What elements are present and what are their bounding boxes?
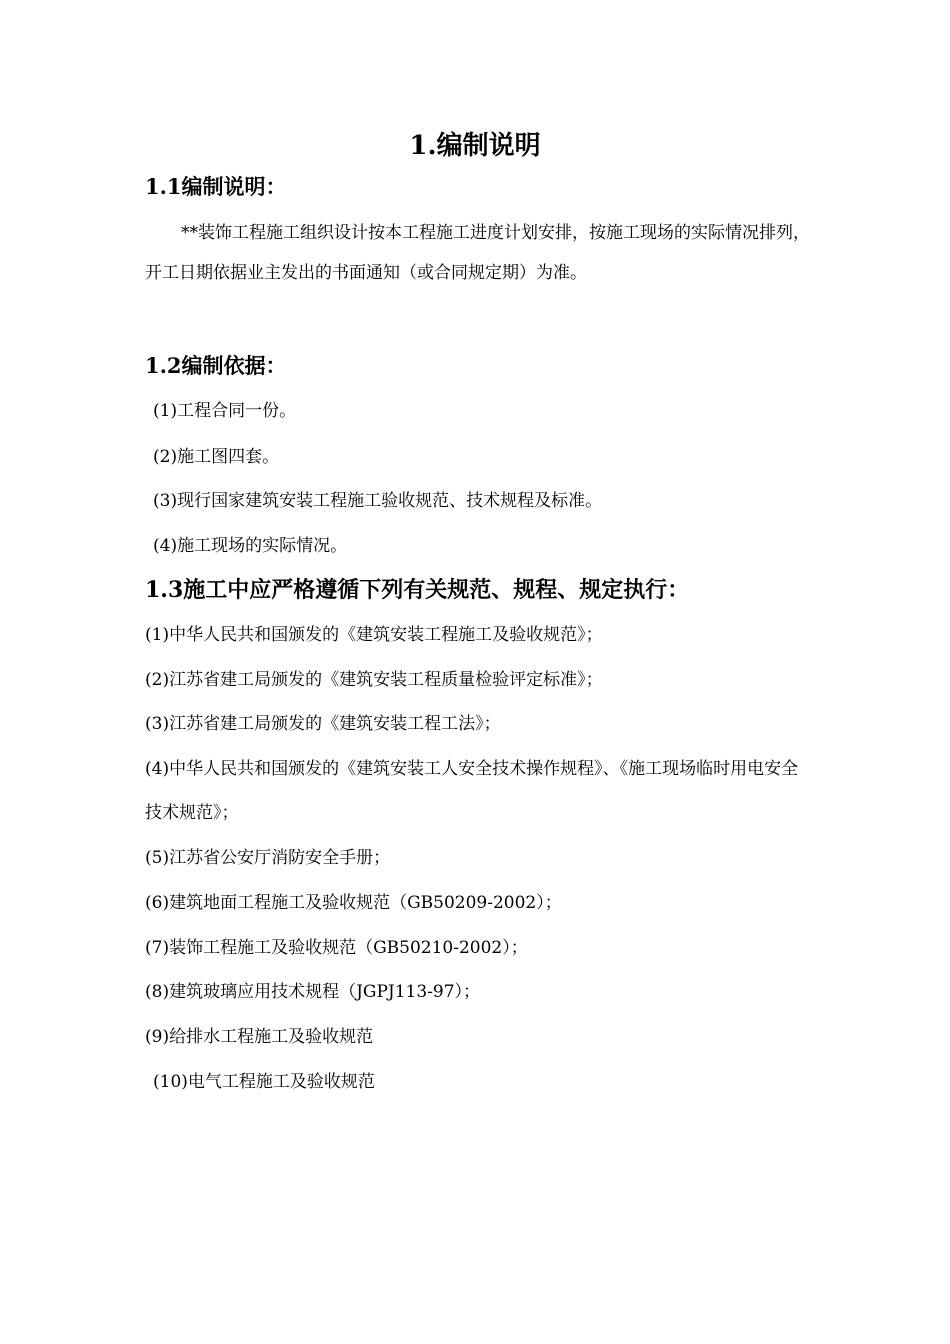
section-heading-1-2: 1.2编制依据： bbox=[145, 353, 287, 378]
list-item: (2)江苏省建工局颁发的《建筑安装工程质量检验评定标准》； bbox=[145, 670, 603, 690]
section-1-1-paragraph: **装饰工程施工组织设计按本工程施工进度计划安排，按施工现场的实际情况排列，开工日期依据业主发出的书面通知（或合同规定期）为准。 bbox=[145, 223, 810, 283]
list-item: (2)施工图四套。 bbox=[153, 447, 280, 467]
section-heading-1-1: 1.1编制说明： bbox=[145, 174, 287, 199]
section-heading-1-3: 1.3施工中应严格遵循下列有关规范、规程、规定执行： bbox=[145, 577, 690, 603]
document-title: 1.编制说明 bbox=[409, 131, 541, 161]
list-item: (4)中华人民共和国颁发的《建筑安装工人安全技术操作规程》、《施工现场临时用电安全技术规范》； bbox=[145, 759, 799, 823]
list-item: (6)建筑地面工程施工及验收规范（GB50209-2002）； bbox=[145, 893, 562, 913]
list-item: (1)中华人民共和国颁发的《建筑安装工程施工及验收规范》； bbox=[145, 625, 603, 645]
list-item: (9)给排水工程施工及验收规范 bbox=[145, 1027, 374, 1047]
list-item: (5)江苏省公安厅消防安全手册； bbox=[145, 848, 391, 868]
list-item: (8)建筑玻璃应用技术规程（JGPJ113-97）； bbox=[145, 982, 481, 1002]
list-item: (10)电气工程施工及验收规范 bbox=[153, 1072, 375, 1092]
list-item: (3)现行国家建筑安装工程施工验收规范、技术规程及标准。 bbox=[153, 491, 603, 511]
list-item: (3)江苏省建工局颁发的《建筑安装工程工法》； bbox=[145, 714, 501, 734]
list-item: (7)装饰工程施工及验收规范（GB50210-2002）； bbox=[145, 938, 528, 958]
list-item: (1)工程合同一份。 bbox=[153, 401, 297, 421]
list-item: (4)施工现场的实际情况。 bbox=[153, 536, 348, 556]
